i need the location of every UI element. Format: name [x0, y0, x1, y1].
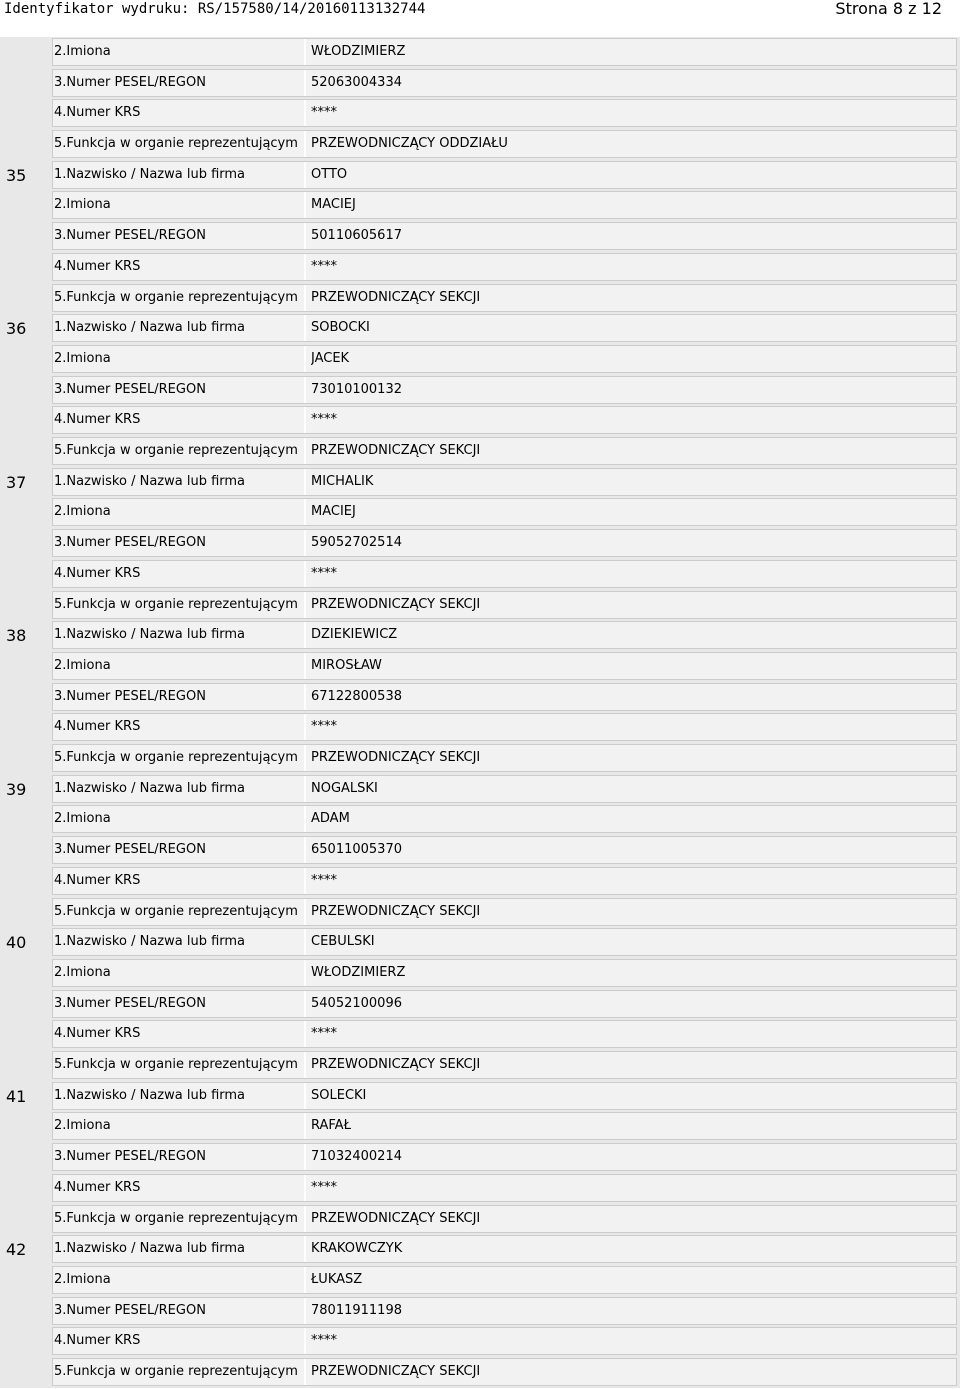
field-value: PRZEWODNICZĄCY SEKCJI — [311, 1057, 481, 1073]
field-label: 5.Funkcja w organie reprezentującym — [53, 131, 306, 157]
field-value: CEBULSKI — [311, 934, 375, 950]
field-row-nazwisko — [52, 1235, 957, 1263]
record-40 — [0, 927, 960, 1081]
field-row-pesel — [52, 69, 957, 97]
field-label: 3.Numer PESEL/REGON — [53, 991, 306, 1017]
field-label: 3.Numer PESEL/REGON — [53, 1298, 306, 1324]
field-value: **** — [311, 719, 337, 735]
field-value: JACEK — [311, 350, 350, 366]
field-label: 1.Nazwisko / Nazwa lub firma — [53, 1236, 306, 1262]
field-label: 5.Funkcja w organie reprezentującym — [53, 592, 306, 618]
field-row-nazwisko — [52, 928, 957, 956]
field-row-imiona — [52, 959, 957, 987]
field-value: **** — [311, 105, 337, 121]
field-value: NOGALSKI — [311, 780, 378, 796]
record-39 — [0, 774, 960, 928]
field-value: RAFAŁ — [311, 1118, 351, 1134]
field-value: PRZEWODNICZĄCY ODDZIAŁU — [311, 136, 508, 152]
field-row-nazwisko — [52, 621, 957, 649]
field-row-nazwisko — [52, 314, 957, 342]
field-value: **** — [311, 872, 337, 888]
field-label: 5.Funkcja w organie reprezentującym — [53, 1206, 306, 1232]
field-label: 3.Numer PESEL/REGON — [53, 1144, 306, 1170]
field-label: 4.Numer KRS — [53, 714, 306, 740]
field-label: 1.Nazwisko / Nazwa lub firma — [53, 1083, 306, 1109]
record-35 — [0, 160, 960, 314]
field-label: 3.Numer PESEL/REGON — [53, 377, 306, 403]
record-42 — [0, 1234, 960, 1388]
field-label: 5.Funkcja w organie reprezentującym — [53, 1052, 306, 1078]
field-value: PRZEWODNICZĄCY SEKCJI — [311, 289, 481, 305]
field-value: PRZEWODNICZĄCY SEKCJI — [311, 443, 481, 459]
field-label: 4.Numer KRS — [53, 561, 306, 587]
field-row-nazwisko — [52, 468, 957, 496]
field-value: ADAM — [311, 811, 350, 827]
field-label: 2.Imiona — [53, 960, 306, 986]
field-label: 4.Numer KRS — [53, 100, 306, 126]
field-row-krs — [52, 1020, 957, 1048]
field-row-krs — [52, 99, 957, 127]
field-row-pesel — [52, 376, 957, 404]
field-row-krs — [52, 713, 957, 741]
field-row-nazwisko — [52, 1082, 957, 1110]
field-value: **** — [311, 1333, 337, 1349]
record-continued — [0, 37, 960, 160]
field-row-krs — [52, 1327, 957, 1355]
field-row-funkcja — [52, 284, 957, 312]
record-number: 40 — [6, 933, 27, 953]
field-value: MACIEJ — [311, 504, 356, 520]
field-row-nazwisko — [52, 775, 957, 803]
field-value: 67122800538 — [311, 688, 402, 704]
field-label: 5.Funkcja w organie reprezentującym — [53, 285, 306, 311]
field-value: SOLECKI — [311, 1087, 367, 1103]
field-value: PRZEWODNICZĄCY SEKCJI — [311, 596, 481, 612]
record-number: 35 — [6, 165, 27, 185]
field-row-imiona — [52, 652, 957, 680]
field-value: PRZEWODNICZĄCY SEKCJI — [311, 1364, 481, 1380]
field-value: 65011005370 — [311, 842, 402, 858]
field-row-nazwisko — [52, 161, 957, 189]
field-row-imiona — [52, 805, 957, 833]
page-number: Strona 8 z 12 — [835, 0, 942, 18]
field-value: **** — [311, 565, 337, 581]
field-value: MICHALIK — [311, 473, 374, 489]
field-row-krs — [52, 1174, 957, 1202]
field-value: OTTO — [311, 166, 348, 182]
record-number: 41 — [6, 1086, 27, 1106]
field-row-funkcja — [52, 744, 957, 772]
field-value: 71032400214 — [311, 1149, 402, 1165]
field-label: 1.Nazwisko / Nazwa lub firma — [53, 776, 306, 802]
field-row-imiona — [52, 191, 957, 219]
field-value: 54052100096 — [311, 995, 402, 1011]
field-label: 5.Funkcja w organie reprezentującym — [53, 1359, 306, 1385]
field-value: PRZEWODNICZĄCY SEKCJI — [311, 750, 481, 766]
field-row-funkcja — [52, 130, 957, 158]
field-label: 5.Funkcja w organie reprezentującym — [53, 899, 306, 925]
record-37 — [0, 467, 960, 621]
field-value: 52063004334 — [311, 74, 402, 90]
field-label: 1.Nazwisko / Nazwa lub firma — [53, 622, 306, 648]
field-value: 59052702514 — [311, 535, 402, 551]
field-label: 2.Imiona — [53, 1113, 306, 1139]
field-value: **** — [311, 1179, 337, 1195]
print-identifier: Identyfikator wydruku: RS/157580/14/20160113132744 — [4, 1, 426, 17]
field-value: ŁUKASZ — [311, 1271, 363, 1287]
field-label: 1.Nazwisko / Nazwa lub firma — [53, 929, 306, 955]
record-number: 38 — [6, 626, 27, 646]
field-label: 4.Numer KRS — [53, 407, 306, 433]
field-label: 4.Numer KRS — [53, 868, 306, 894]
field-label: 4.Numer KRS — [53, 254, 306, 280]
field-label: 3.Numer PESEL/REGON — [53, 70, 306, 96]
field-label: 2.Imiona — [53, 653, 306, 679]
field-value: MACIEJ — [311, 197, 356, 213]
field-label: 2.Imiona — [53, 806, 306, 832]
record-38 — [0, 620, 960, 774]
field-label: 1.Nazwisko / Nazwa lub firma — [53, 162, 306, 188]
field-label: 5.Funkcja w organie reprezentującym — [53, 438, 306, 464]
record-36 — [0, 313, 960, 467]
field-label: 2.Imiona — [53, 192, 306, 218]
field-label: 2.Imiona — [53, 1267, 306, 1293]
field-row-pesel — [52, 222, 957, 250]
field-row-imiona — [52, 1266, 957, 1294]
field-row-pesel — [52, 1143, 957, 1171]
field-value: **** — [311, 258, 337, 274]
field-value: MIROSŁAW — [311, 657, 382, 673]
field-label: 3.Numer PESEL/REGON — [53, 223, 306, 249]
field-row-funkcja — [52, 1051, 957, 1079]
field-row-funkcja — [52, 898, 957, 926]
field-label: 3.Numer PESEL/REGON — [53, 684, 306, 710]
record-number: 39 — [6, 779, 27, 799]
field-row-pesel — [52, 836, 957, 864]
field-value: DZIEKIEWICZ — [311, 627, 398, 643]
field-value: WŁODZIMIERZ — [311, 44, 406, 59]
record-number: 37 — [6, 472, 27, 492]
field-value: 78011911198 — [311, 1302, 402, 1318]
field-value: 50110605617 — [311, 228, 402, 244]
record-number: 42 — [6, 1240, 27, 1260]
field-label: 3.Numer PESEL/REGON — [53, 530, 306, 556]
field-label: 4.Numer KRS — [53, 1328, 306, 1354]
field-row-funkcja — [52, 1205, 957, 1233]
field-row-pesel — [52, 1297, 957, 1325]
record-number: 36 — [6, 319, 27, 339]
field-value: WŁODZIMIERZ — [311, 964, 406, 980]
field-label: 1.Nazwisko / Nazwa lub firma — [53, 469, 306, 495]
field-label: 2.Imiona — [53, 499, 306, 525]
field-value: **** — [311, 412, 337, 428]
field-row-imiona — [52, 1112, 957, 1140]
field-row-funkcja — [52, 591, 957, 619]
field-value: KRAKOWCZYK — [311, 1241, 403, 1257]
field-label: 4.Numer KRS — [53, 1021, 306, 1047]
field-label: 5.Funkcja w organie reprezentującym — [53, 745, 306, 771]
field-label: 1.Nazwisko / Nazwa lub firma — [53, 315, 306, 341]
field-row-funkcja — [52, 437, 957, 465]
field-row-pesel — [52, 990, 957, 1018]
field-value: PRZEWODNICZĄCY SEKCJI — [311, 903, 481, 919]
field-row-krs — [52, 560, 957, 588]
field-row-pesel — [52, 683, 957, 711]
field-value: **** — [311, 1026, 337, 1042]
field-row-imiona — [52, 345, 957, 373]
record-41 — [0, 1081, 960, 1235]
field-row-krs — [52, 253, 957, 281]
field-label: 3.Numer PESEL/REGON — [53, 837, 306, 863]
field-row-krs — [52, 867, 957, 895]
field-row-krs — [52, 406, 957, 434]
field-row-imiona — [52, 498, 957, 526]
field-label: 2.Imiona — [53, 39, 306, 65]
field-value: 73010100132 — [311, 381, 402, 397]
field-value: PRZEWODNICZĄCY SEKCJI — [311, 1210, 481, 1226]
field-row-imiona — [52, 38, 957, 66]
field-label: 2.Imiona — [53, 346, 306, 372]
field-value: SOBOCKI — [311, 320, 370, 336]
field-row-funkcja — [52, 1358, 957, 1386]
field-row-pesel — [52, 529, 957, 557]
field-label: 4.Numer KRS — [53, 1175, 306, 1201]
